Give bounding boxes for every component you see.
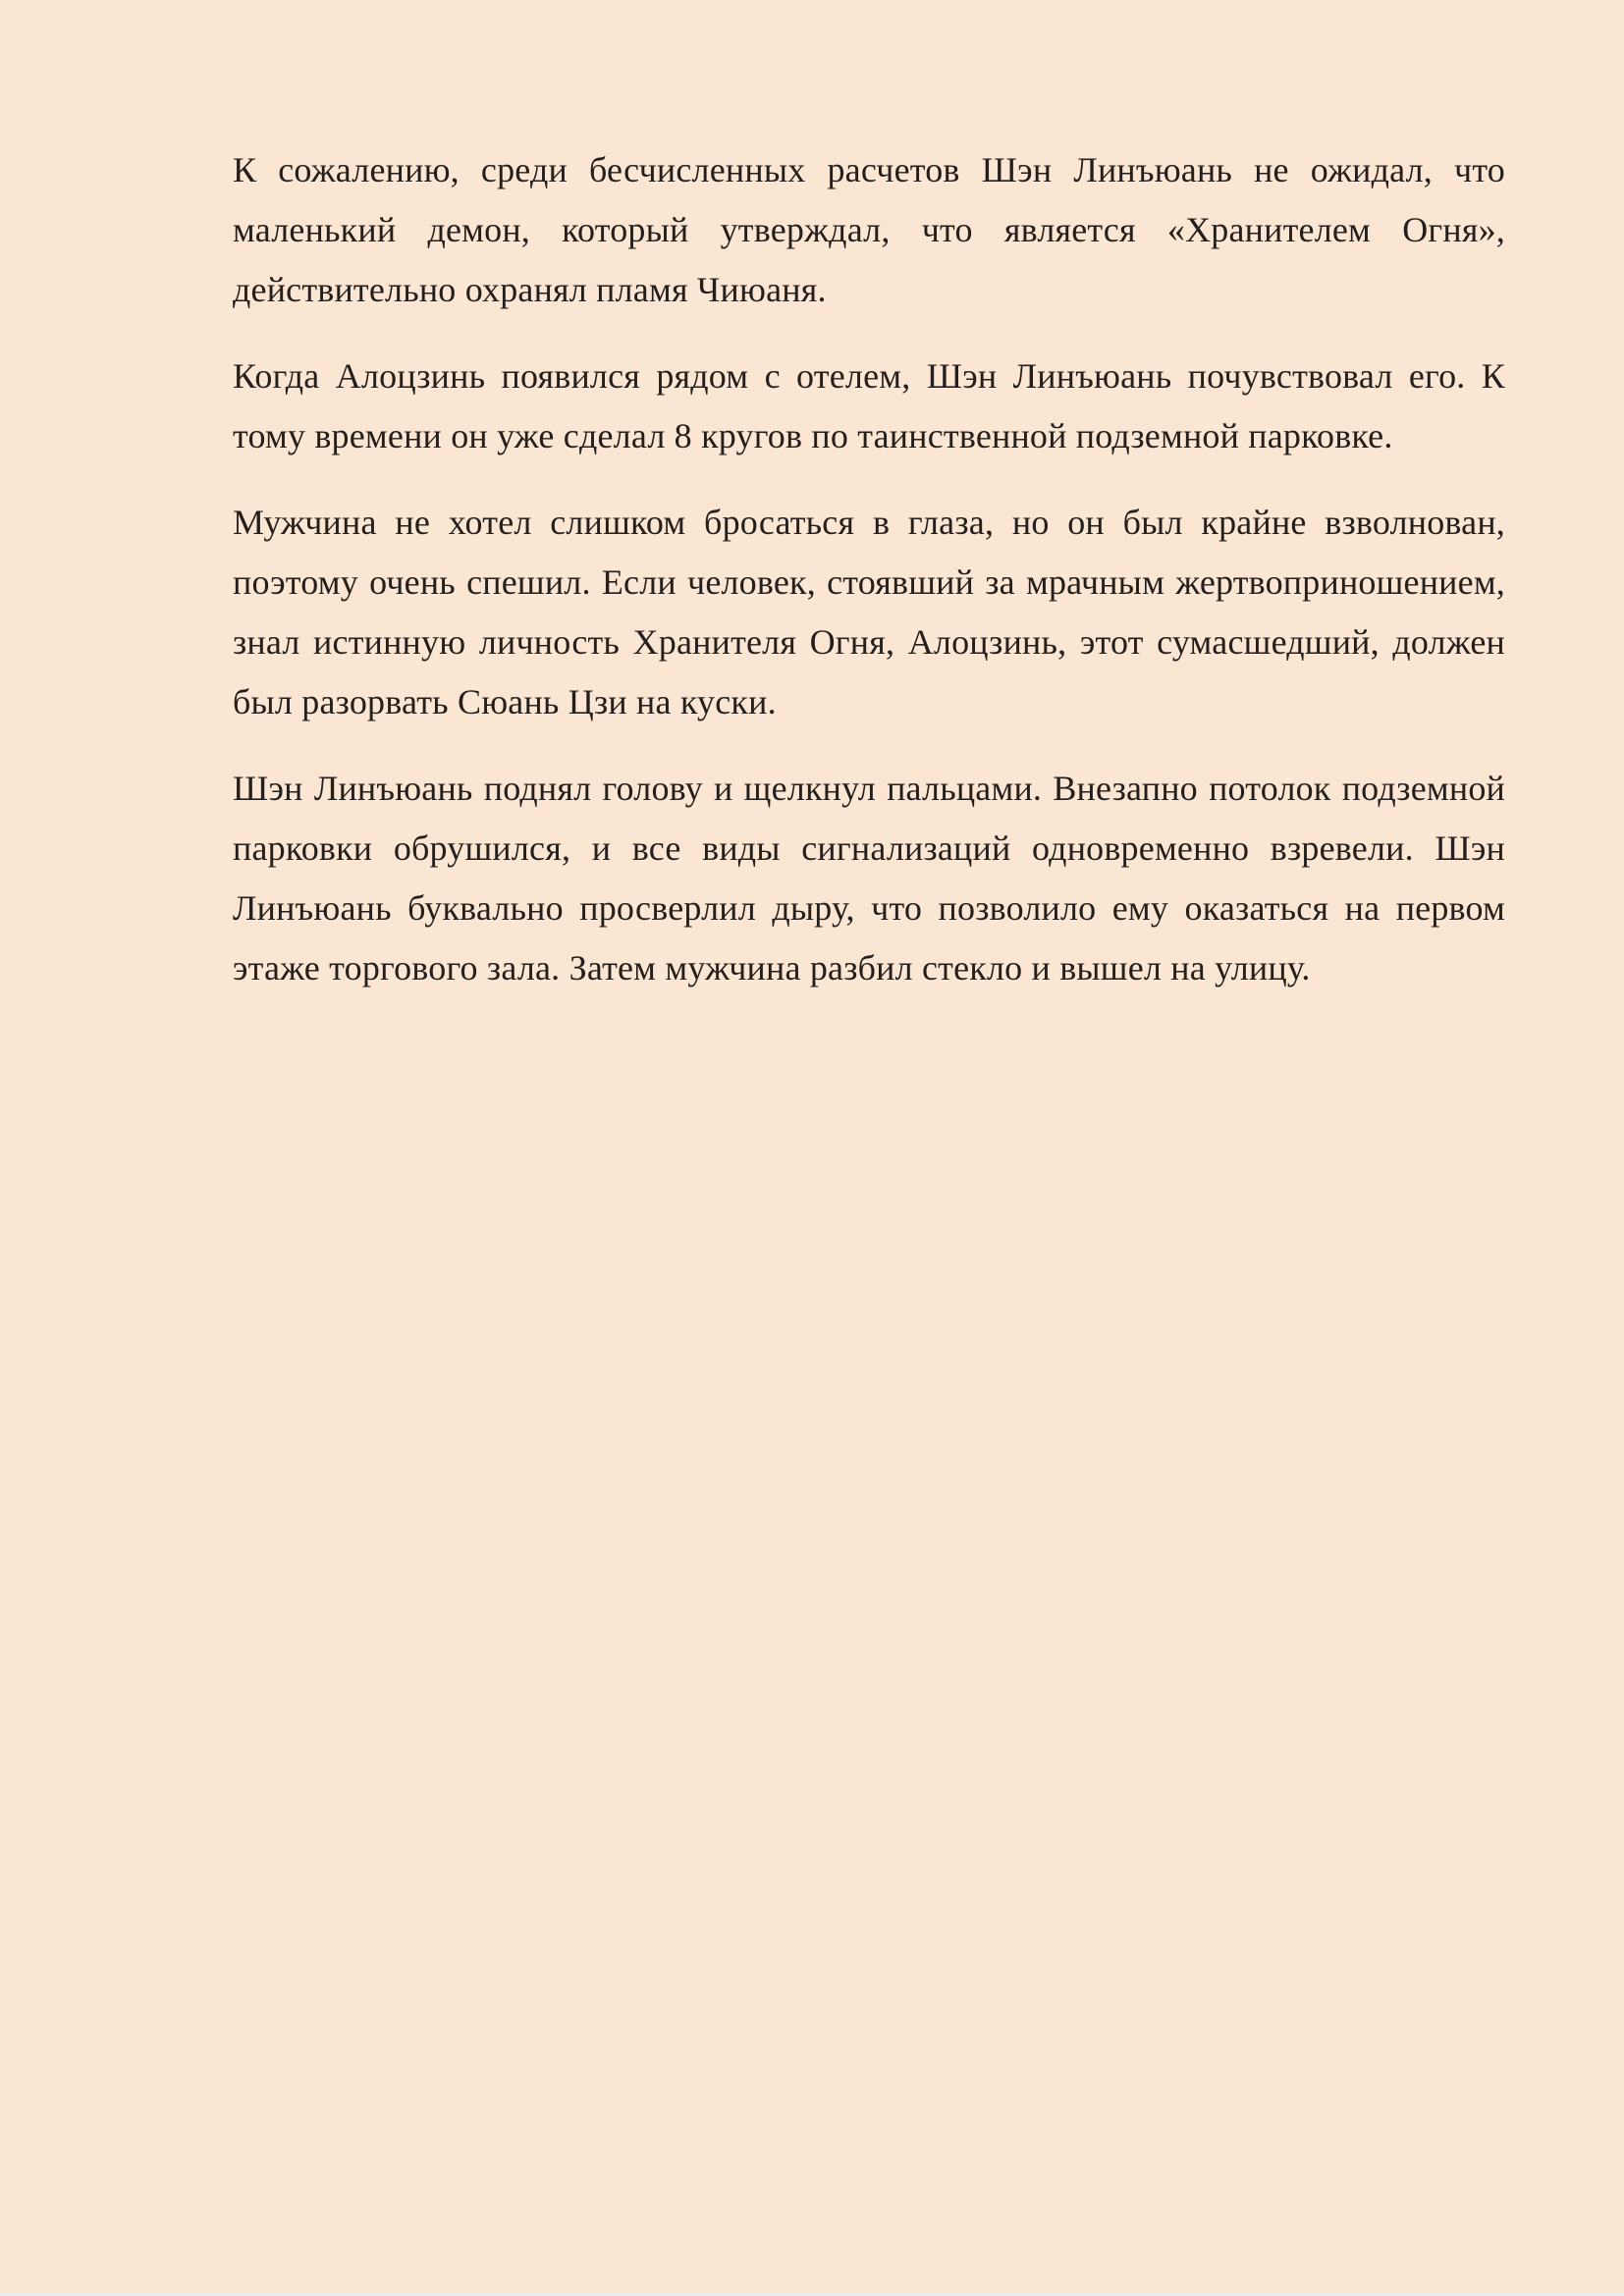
paragraph: К сожалению, среди бесчисленных расчетов Шэн Линъюань не ожидал, что маленький демон, который утверждал, что является «Хранителем Огня», действительно охранял пламя Чиюаня.	[233, 150, 1505, 309]
paragraph: Шэн Линъюань поднял голову и щелкнул пальцами. Внезапно потолок подземной парковки обрушился, и все виды сигнализаций одновременно взревели. Шэн Линъюань буквально просверлил дыру, что позволило ему оказаться на первом этаже торгового зала. Затем мужчина разбил стекло и вышел на улицу.	[233, 769, 1505, 988]
page-bottom-edge	[0, 2292, 1624, 2296]
text-column	[233, 140, 1505, 1025]
paragraph: Мужчина не хотел слишком бросаться в глаза, но он был крайне взволнован, поэтому очень спешил. Если человек, стоявший за мрачным жертвоприношением, знал истинную личность Хранителя Огня, Алоцзинь, этот сумасшедший, должен был разорвать Сюань Цзи на куски.	[233, 503, 1505, 721]
paragraph: Когда Алоцзинь появился рядом с отелем, Шэн Линъюань почувствовал его. К тому времени он уже сделал 8 кругов по таинственной подземной парковке.	[233, 356, 1505, 455]
